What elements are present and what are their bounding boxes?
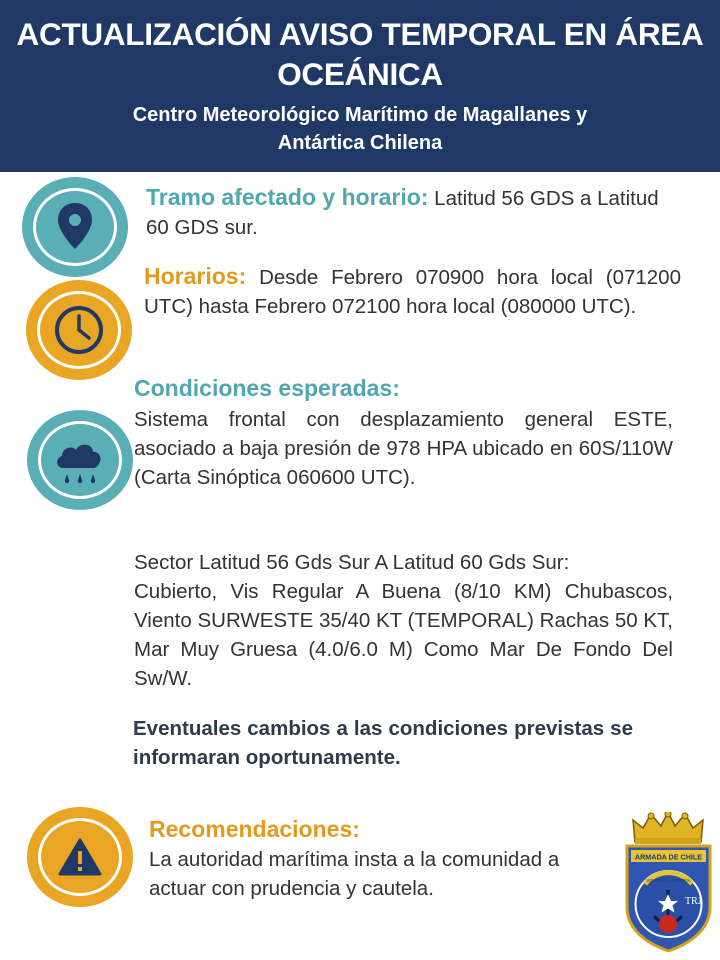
emblem-initials: TRJ bbox=[685, 896, 702, 907]
rain-cloud-icon bbox=[27, 410, 133, 510]
eventuales-note: Eventuales cambios a las condiciones previstas se informaran oportunamente. bbox=[133, 717, 633, 769]
emblem-banner-text: ARMADA DE CHILE bbox=[634, 852, 703, 862]
warning-icon bbox=[27, 807, 133, 907]
tramo-section bbox=[146, 183, 676, 242]
page-subtitle: Centro Meteorológico Marítimo de Magallanes y Antártica Chilena bbox=[132, 104, 588, 154]
horarios-text: Desde Febrero 070900 hora local (071200 UTC) hasta Febrero 072100 hora local (080000 UTC). bbox=[144, 266, 681, 318]
condiciones-paragraph-1: Sistema frontal con desplazamiento general ESTE, asociado a baja presión de 978 HPA ubicado en 60S/110W (Carta Sinóptica 060600 UTC). bbox=[134, 408, 673, 489]
condiciones-sector-line: Sector Latitud 56 Gds Sur A Latitud 60 Gds Sur: bbox=[134, 551, 570, 574]
location-pin-icon bbox=[22, 177, 128, 277]
condiciones-heading: Condiciones esperadas: bbox=[134, 375, 400, 401]
recomendaciones-text: La autoridad marítima insta a la comunidad a actuar con prudencia y cautela. bbox=[149, 848, 560, 900]
horarios-heading: Horarios: bbox=[144, 263, 247, 289]
horarios-section bbox=[144, 262, 681, 321]
tramo-heading: Tramo afectado y horario: bbox=[146, 184, 429, 210]
tramo-text: Latitud 56 GDS a Latitud 60 GDS sur. bbox=[146, 187, 659, 239]
page-title: ACTUALIZACIÓN AVISO TEMPORAL EN ÁREA OCEÁNICA bbox=[16, 16, 704, 92]
clock-icon bbox=[26, 280, 132, 380]
emblem-ribbon-text: VIDA POR LA PATRIA bbox=[646, 878, 691, 883]
condiciones-paragraph-2: Cubierto, Vis Regular A Buena (8/10 KM) Chubascos, Viento SURWESTE 35/40 KT (TEMPORAL) Rachas 50 KT, Mar Muy Gruesa (4.0/6.0 M) Como Mar De Fondo Del Sw/W. bbox=[134, 580, 673, 690]
header-banner bbox=[0, 0, 720, 172]
recomendaciones-heading: Recomendaciones: bbox=[149, 816, 360, 842]
armada-emblem-logo bbox=[621, 812, 716, 957]
